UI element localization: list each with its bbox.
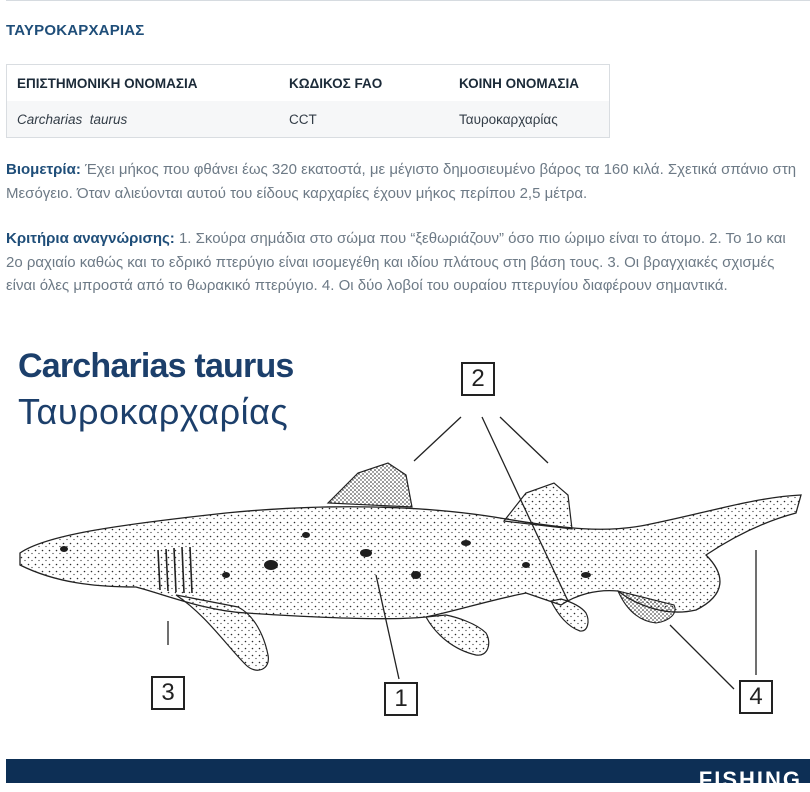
cell-scientific-name: Carcharias taurus (7, 101, 280, 138)
callout-marker-2: 2 (461, 362, 495, 396)
figure-scientific-name: Carcharias taurus (18, 347, 294, 385)
species-info-table (6, 64, 610, 138)
cell-common-name: Ταυροκαρχαρίας (449, 101, 610, 138)
callout-marker-4: 4 (739, 680, 773, 714)
column-header-common-name: ΚΟΙΝΗ ΟΝΟΜΑΣΙΑ (449, 65, 610, 102)
banner-logo: FISHING (698, 767, 802, 792)
cell-fao-code: CCT (279, 101, 449, 138)
top-divider (6, 0, 810, 1)
criteria-paragraph (6, 227, 806, 298)
criteria-label: Κριτήρια αναγνώρισης: (6, 230, 175, 247)
shark-identification-figure (6, 325, 810, 755)
column-header-fao-code: ΚΩΔΙΚΟΣ FAO (279, 65, 449, 102)
biometry-paragraph (6, 158, 806, 205)
biometry-label: Βιομετρία: (6, 161, 81, 178)
table-header-row (7, 65, 610, 102)
table-row (7, 101, 610, 138)
callout-marker-1: 1 (384, 682, 418, 716)
callout-marker-3: 3 (151, 676, 185, 710)
page-title: ΤΑΥΡΟΚΑΡΧΑΡΙΑΣ (6, 22, 145, 39)
biometry-text: Έχει μήκος που φθάνει έως 320 εκατοστά, με μέγιστο δημοσιευμένο βάρος τα 160 κιλά. Σχετικά σπάνιο στη Μεσόγειο. Όταν αλιεύονται αυτού του είδους καρχαρίες έχουν μήκος περίπου 2,5 μέτρα. (6, 161, 797, 202)
footer-banner (6, 759, 810, 792)
column-header-scientific-name: ΕΠΙΣΤΗΜΟΝΙΚΗ ΟΝΟΜΑΣΙΑ (7, 65, 280, 102)
figure-common-name: Ταυροκαρχαρίας (18, 391, 289, 432)
criteria-text: 1. Σκούρα σημάδια στο σώμα που “ξεθωριάζουν” όσο πιο ώριμο είναι το άτομο. 2. Το 1ο και 2ο ραχιαίο καθώς και το εδρικό πτερύγιο είναι ισομεγέθη και ιδίου πλάτους στη βάση τους. 3. Οι βραγχιακές σχισμές είναι όλες μπροστά από το θωρακικό πτερύγιο. 4. Οι δύο λοβοί του ουραίου πτερυγίου διαφέρουν σημαντικά. (6, 230, 786, 294)
